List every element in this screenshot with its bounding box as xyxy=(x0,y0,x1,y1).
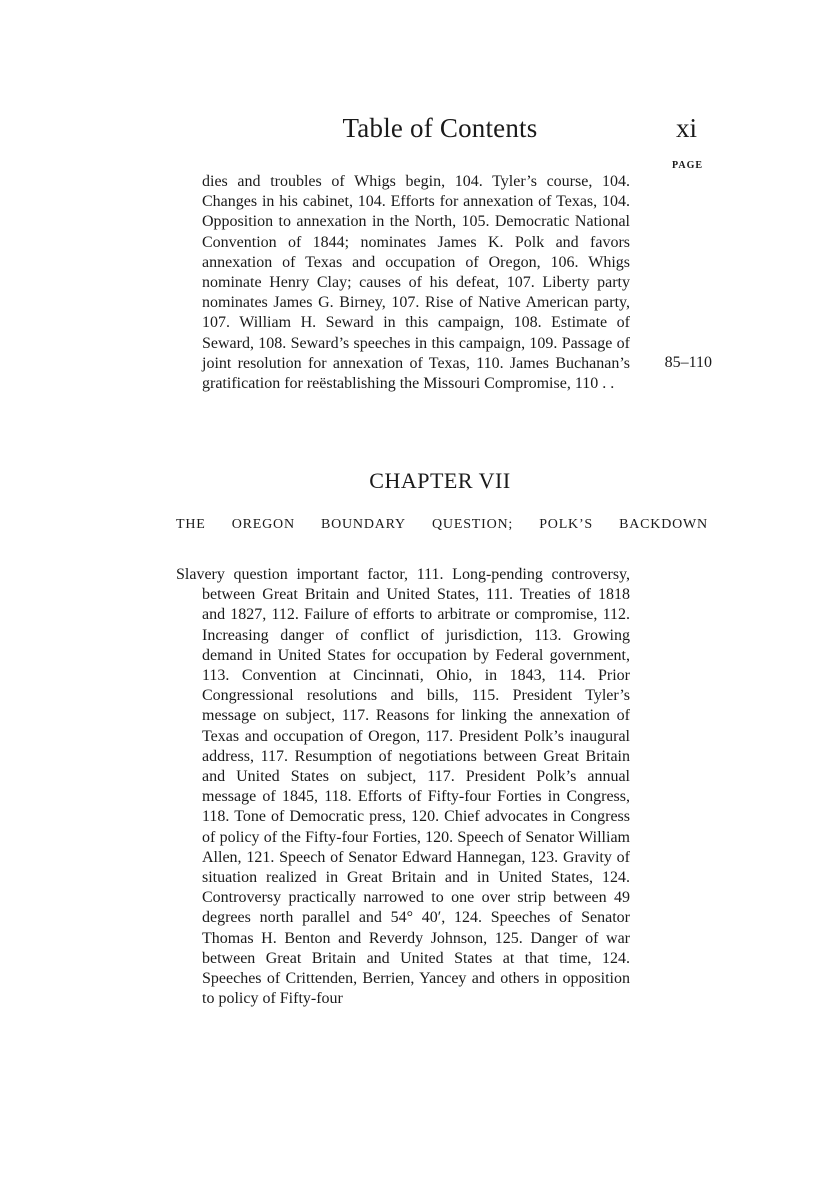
chapter-title-word: THE xyxy=(176,517,206,532)
previous-chapter-page-range: 85–110 xyxy=(664,354,712,371)
page-column-label: PAGE xyxy=(672,160,704,171)
previous-chapter-summary: dies and troubles of Whigs begin, 104. Tyler’s course, 104. Changes in his cabinet, 104. Efforts for annexation of Texas, 104. Opposition to annexation in the North, 105. Democratic National Convention of 1844; nominates James K. Polk and favors annexation of Texas and occupation of Oregon, 106. Whigs nominate Henry Clay; causes of his defeat, 107. Liberty party nominates James G. Birney, 107. Rise of Native American party, 107. William H. Seward in this campaign, 108. Estimate of Seward, 108. Seward’s speeches in this campaign, 109. Passage of joint resolution for annexation of Texas, 110. James Buchanan’s gratification for reëstablishing the Missouri Compromise, 110 . . xyxy=(202,173,630,393)
chapter-summary: Slavery question important factor, 111. Long-pending controversy, between Great Britain and United States, 111. Treaties of 1818 and 1827, 112. Failure of efforts to arbitrate or compromise, 112. Increasing danger of conflict of jurisdiction, 113. Growing demand in United States for occupation by Federal government, 113. Convention at Cincinnati, Ohio, in 1843, 114. Prior Congressional resolutions and bills, 115. President Tyler’s message on subject, 117. Reasons for linking the annexation of Texas and occupation of Oregon, 117. President Polk’s inaugural address, 117. Resumption of negotiations between Great Britain and United States on subject, 117. President Polk’s annual message of 1845, 118. Efforts of Fifty-four Forties in Congress, 118. Tone of Democratic press, 120. Chief advocates in Congress of policy of the Fifty-four Forties, 120. Speech of Senator William Allen, 121. Speech of Senator Edward Hannegan, 123. Gravity of situation realized in Great Britain and in United States, 124. Controversy practically narrowed to one over strip between 49 degrees north parallel and 54° 40′, 124. Speeches of Senator Thomas H. Benton and Reverdy Johnson, 125. Danger of war between Great Britain and United States at that time, 124. Speeches of Crittenden, Berrien, Yancey and others in opposition to policy of Fifty-four xyxy=(176,566,630,1008)
chapter-number: CHAPTER VII xyxy=(369,468,511,493)
chapter-title xyxy=(176,517,708,533)
chapter-title-word: POLK’S xyxy=(539,517,594,532)
chapter-title-word: QUESTION; xyxy=(432,517,514,532)
page-number: xi xyxy=(676,113,698,143)
chapter-title-word: BOUNDARY xyxy=(320,517,406,532)
chapter-title-word: OREGON xyxy=(231,517,295,532)
running-title: Table of Contents xyxy=(342,113,538,143)
chapter-title-word: BACKDOWN xyxy=(619,517,708,532)
